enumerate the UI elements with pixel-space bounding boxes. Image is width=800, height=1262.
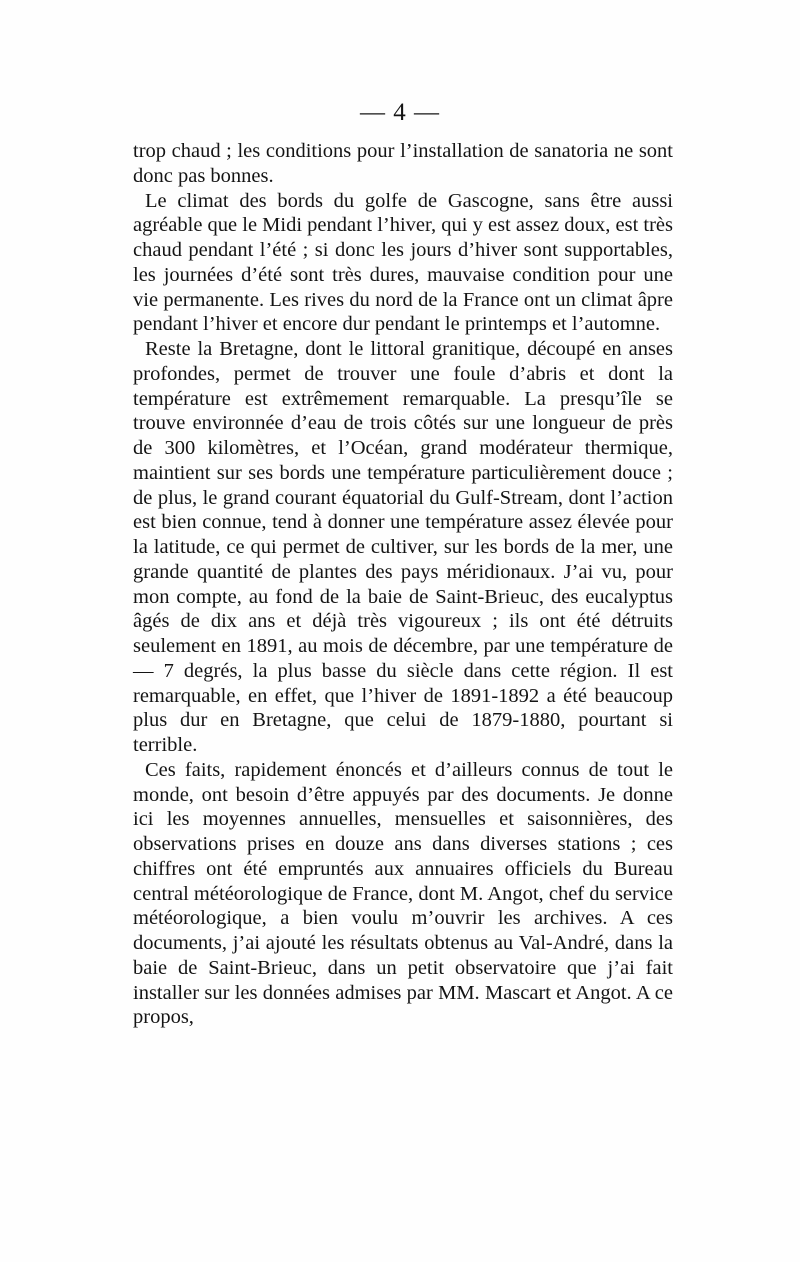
body-text [133,139,673,1030]
page-number: — 4 — [360,99,440,126]
paragraph-gascogne: Le climat des bords du golfe de Gascogne, sans être aussi agréable que le Midi pendant l’hiver, qui y est assez doux, est très chaud pendant l’été ; si donc les jours d’hiver sont supportables, les journées d’été sont très dures, mauvaise condition pour une vie permanente. Les rives du nord de la France ont un climat âpre pendant l’hiver et encore dur pendant le printemps et l’automne. [133,189,673,336]
paragraph-bretagne: Reste la Bretagne, dont le littoral granitique, découpé en anses profondes, permet de trouver une foule d’abris et dont la température est extrêmement remarquable. La presqu’île se trouve environnée d’eau de trois côtés sur une longueur de près de 300 kilomètres, et l’Océan, grand modérateur thermique, maintient sur ses bords une température particulièrement douce ; de plus, le grand courant équatorial du Gulf-Stream, dont l’action est bien connue, tend à donner une température assez élevée pour la latitude, ce qui permet de cultiver, sur les bords de la mer, une grande quantité de plantes des pays méridionaux. J’ai vu, pour mon compte, au fond de la baie de Saint-Brieuc, des eucalyptus âgés de dix ans et déjà très vigoureux ; ils ont été détruits seulement en 1891, au mois de décembre, par une température de — 7 degrés, la plus basse du siècle dans cette région. Il est remarquable, en effet, que l’hiver de 1891-1892 a été beaucoup plus dur en Bretagne, que celui de 1879-1880, pourtant si terrible. [133,338,673,756]
paragraph-documents: Ces faits, rapidement énoncés et d’ailleurs connus de tout le monde, ont besoin d’être appuyés par des documents. Je donne ici les moyennes annuelles, mensuelles et saisonnières, des observations prises en douze ans dans diverses stations ; ces chiffres ont été empruntés aux annuaires officiels du Bureau central météorologique de France, dont M. Angot, chef du service météorologique, a bien voulu m’ouvrir les archives. A ces documents, j’ai ajouté les résultats obtenus au Val-André, dans la baie de Saint-Brieuc, dans un petit observatoire que j’ai fait installer sur les données admises par MM. Mascart et Angot. A ce propos, [133,758,673,1029]
paragraph-continuation: trop chaud ; les conditions pour l’installation de sanatoria ne sont donc pas bonnes. [133,140,673,187]
